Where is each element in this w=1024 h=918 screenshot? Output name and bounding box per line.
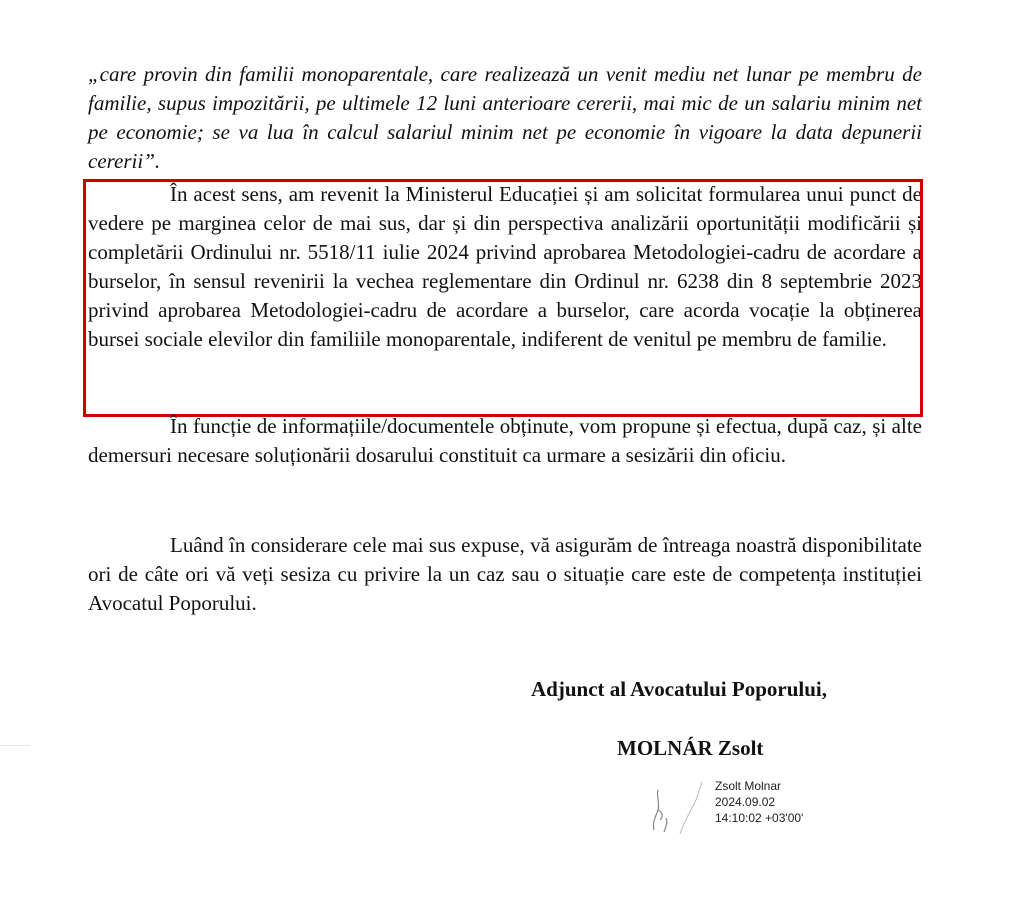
closing-paragraph: Luând în considerare cele mai sus expuse, vă asigurăm de întreaga noastră disponibilitate ori de câte ori vă veți sesiza cu privire la un caz sau o situație care este de competența instituției Avocatul Poporului.	[88, 533, 922, 615]
red-highlight-box	[83, 179, 923, 417]
quote-paragraph: „care provin din familii monoparentale, care realizează un venit mediu net lunar pe membru de familie, supus impozitării, pe ultimele 12 luni anterioare cererii, mai mic de un salariu minim net pe economie; se va lua în calcul salariul minim net pe economie în vigoare la data depunerii cererii”.	[88, 62, 922, 173]
digital-signature-signer: Zsolt Molnar	[715, 779, 782, 793]
followup-paragraph: În funcție de informațiile/documentele obținute, vom propune și efectua, după caz, și alte demersuri necesare soluționării dosarului constituit ca urmare a sesizării din oficiu.	[88, 414, 922, 467]
digital-signature-time: 14:10:02 +03'00'	[715, 811, 804, 825]
scan-artifact-line	[0, 745, 30, 746]
signature-scribble-icon	[640, 772, 710, 842]
digital-signature-block	[715, 778, 803, 826]
digital-signature-date: 2024.09.02	[715, 795, 776, 809]
highlighted-paragraph: În acest sens, am revenit la Ministerul Educației și am solicitat formularea unui punct de vedere pe marginea celor de mai sus, dar și din perspectiva analizării oportunității modificării și completării Ordinului nr. 5518/11 iulie 2024 privind aprobarea Metodologiei-cadru de acordare a burselor, în sensul revenirii la vechea reglementare din Ordinul nr. 6238 din 8 septembrie 2023 privind aprobarea Metodologiei-cadru de acordare a burselor, care acorda vocație la obținerea bursei sociale elevilor din familiile monoparentale, indiferent de venitul pe membru de familie.	[88, 182, 922, 351]
signature-title: Adjunct al Avocatului Poporului,	[531, 677, 827, 701]
signature-name: MOLNÁR Zsolt	[617, 736, 764, 760]
